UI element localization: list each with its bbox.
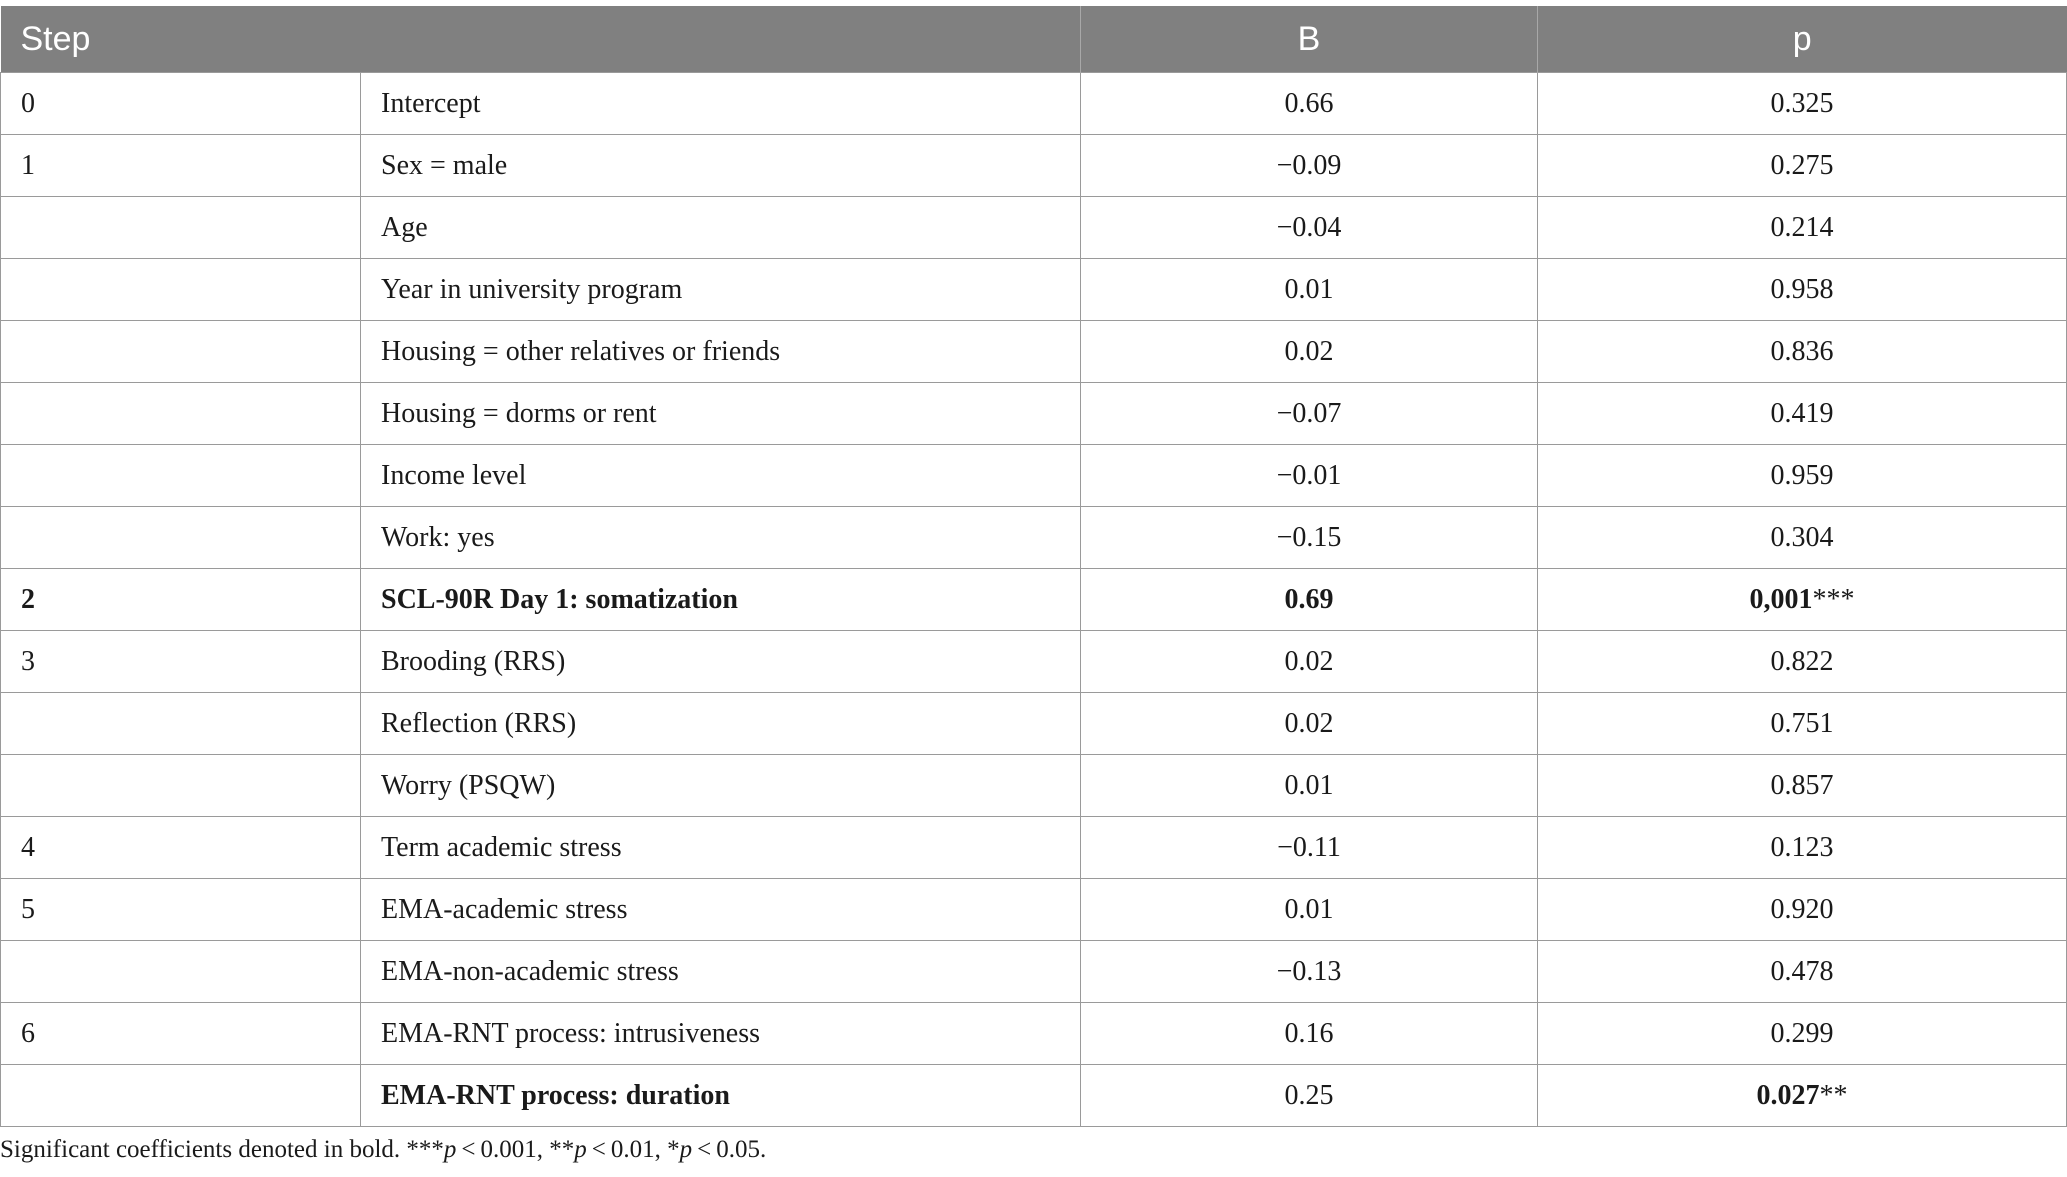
b-value-cell: 0.69 [1081,569,1538,631]
regression-table-container [0,6,2067,1127]
header-p: p [1538,6,2067,73]
b-value-cell: −0.09 [1081,135,1538,197]
header-step: Step [1,6,1081,73]
step-cell: 6 [1,1003,361,1065]
b-value-cell: −0.01 [1081,445,1538,507]
step-cell: 5 [1,879,361,941]
predictor-cell: EMA-non-academic stress [361,941,1081,1003]
table-row [1,1065,2067,1127]
significance-stars: ** [1819,1079,1848,1111]
p-value-cell [1538,321,2067,383]
b-value-cell: 0.01 [1081,879,1538,941]
regression-table [0,6,2067,1127]
step-cell [1,693,361,755]
table-row [1,941,2067,1003]
p-value: 0.275 [1770,149,1834,181]
b-value-cell: −0.11 [1081,817,1538,879]
header-row [1,6,2067,73]
predictor-cell: Worry (PSQW) [361,755,1081,817]
step-cell [1,941,361,1003]
p-value: 0.478 [1770,955,1834,987]
table-row [1,135,2067,197]
b-value-cell: −0.13 [1081,941,1538,1003]
b-value-cell: 0.02 [1081,321,1538,383]
predictor-cell: EMA-academic stress [361,879,1081,941]
predictor-cell: Intercept [361,73,1081,135]
step-cell [1,197,361,259]
predictor-cell: Sex = male [361,135,1081,197]
predictor-cell: Brooding (RRS) [361,631,1081,693]
footnote-lead: Significant coefficients denoted in bold. *** [0,1136,444,1163]
footnote-p3: p [679,1136,693,1163]
predictor-cell: Reflection (RRS) [361,693,1081,755]
p-value-cell [1538,197,2067,259]
table-row [1,507,2067,569]
table-row [1,445,2067,507]
step-cell [1,445,361,507]
table-row [1,693,2067,755]
header-b: B [1081,6,1538,73]
significance-stars: *** [1812,583,1855,615]
table-row [1,755,2067,817]
p-value: 0.836 [1770,335,1834,367]
p-value: 0.857 [1770,769,1834,801]
table-row [1,879,2067,941]
b-value-cell: −0.15 [1081,507,1538,569]
predictor-cell: Housing = dorms or rent [361,383,1081,445]
p-value-cell [1538,817,2067,879]
step-cell: 0 [1,73,361,135]
b-value-cell: 0.02 [1081,631,1538,693]
predictor-cell: EMA-RNT process: duration [361,1065,1081,1127]
p-value: 0,001 [1749,583,1813,615]
p-value: 0.299 [1770,1017,1834,1049]
p-value-cell [1538,941,2067,1003]
p-value-cell [1538,383,2067,445]
table-header [1,6,2067,73]
b-value-cell: 0.02 [1081,693,1538,755]
table-footnote [0,1136,766,1164]
p-value: 0.959 [1770,459,1834,491]
p-value: 0.027 [1756,1079,1820,1111]
b-value-cell: 0.01 [1081,755,1538,817]
b-value-cell: 0.16 [1081,1003,1538,1065]
b-value-cell: 0.01 [1081,259,1538,321]
p-value: 0.751 [1770,707,1834,739]
p-value-cell [1538,1003,2067,1065]
footnote-p2: p [574,1136,587,1163]
p-value-cell [1538,631,2067,693]
table-row [1,321,2067,383]
p-value-cell [1538,755,2067,817]
footnote-t1: < 0.001, ** [456,1136,575,1163]
b-value-cell: 0.25 [1081,1065,1538,1127]
p-value-cell [1538,693,2067,755]
predictor-cell: Age [361,197,1081,259]
p-value-cell [1538,1065,2067,1127]
step-cell [1,259,361,321]
table-row [1,631,2067,693]
p-value-cell [1538,73,2067,135]
predictor-cell: EMA-RNT process: intrusiveness [361,1003,1081,1065]
p-value: 0.123 [1770,831,1834,863]
b-value-cell: 0.66 [1081,73,1538,135]
step-cell: 3 [1,631,361,693]
predictor-cell: Year in university program [361,259,1081,321]
p-value-cell [1538,879,2067,941]
step-cell: 2 [1,569,361,631]
predictor-cell: Work: yes [361,507,1081,569]
predictor-cell: SCL-90R Day 1: somatization [361,569,1081,631]
b-value-cell: −0.04 [1081,197,1538,259]
p-value-cell [1538,507,2067,569]
predictor-cell: Housing = other relatives or friends [361,321,1081,383]
table-row [1,1003,2067,1065]
table-body [1,73,2067,1127]
footnote-t3: < 0.05. [692,1136,767,1163]
table-row [1,383,2067,445]
step-cell [1,507,361,569]
p-value: 0.822 [1770,645,1834,677]
p-value: 0.419 [1770,397,1834,429]
footnote-p1: p [443,1136,457,1163]
step-cell [1,383,361,445]
p-value: 0.958 [1770,273,1834,305]
predictor-cell: Term academic stress [361,817,1081,879]
p-value-cell [1538,445,2067,507]
footnote-t2: < 0.01, * [586,1136,680,1163]
p-value-cell [1538,135,2067,197]
step-cell [1,1065,361,1127]
p-value: 0.214 [1770,211,1834,243]
step-cell: 1 [1,135,361,197]
predictor-cell: Income level [361,445,1081,507]
table-row [1,817,2067,879]
step-cell [1,321,361,383]
step-cell: 4 [1,817,361,879]
table-row [1,259,2067,321]
table-row [1,197,2067,259]
step-cell [1,755,361,817]
p-value: 0.325 [1770,87,1834,119]
b-value-cell: −0.07 [1081,383,1538,445]
p-value: 0.920 [1770,893,1834,925]
p-value-cell [1538,569,2067,631]
table-row [1,73,2067,135]
p-value-cell [1538,259,2067,321]
p-value: 0.304 [1770,521,1834,553]
table-row [1,569,2067,631]
